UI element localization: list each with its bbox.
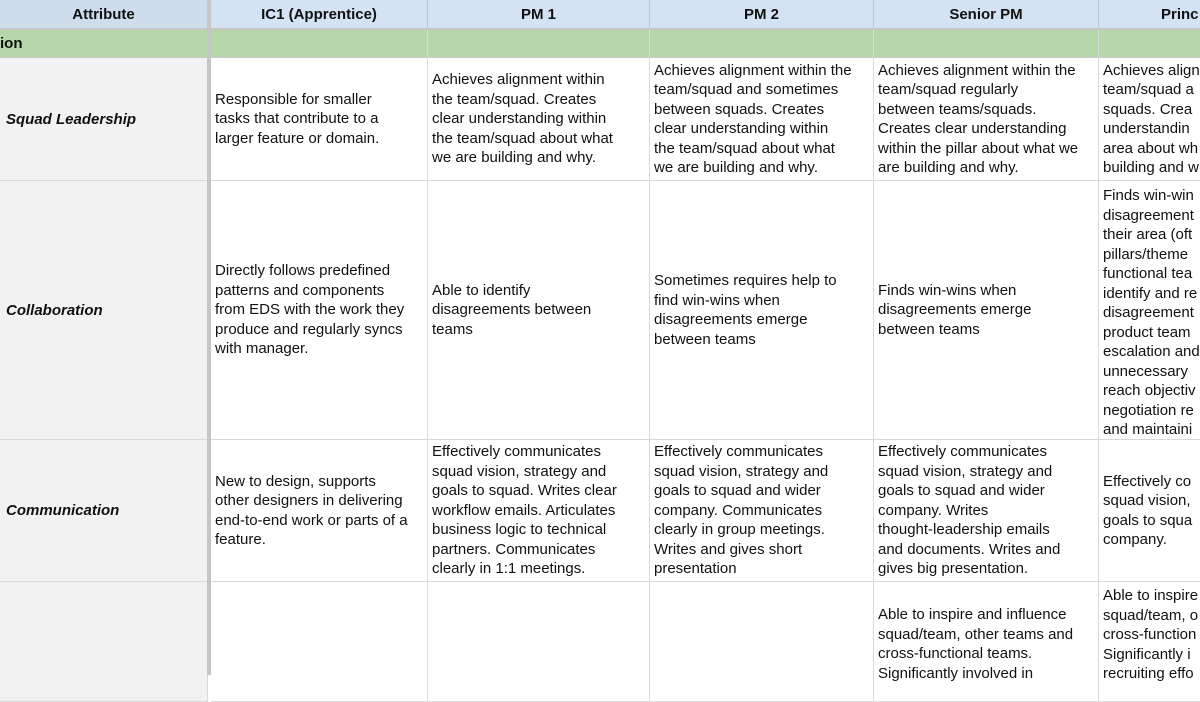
table-cell[interactable]: Achieves align team/squad a squads. Crea understandin area about wh building and w xyxy=(1099,58,1200,181)
attribute-label: Communication xyxy=(6,502,120,519)
table-cell[interactable]: Effectively communicates squad vision, strategy and goals to squad. Writes clear workflow emails. Articulates business logic to technical partners. Communicates clearly in 1:1 meetings. xyxy=(428,440,650,582)
table-cell[interactable]: Able to inspire and influence squad/team, other teams and cross-functional teams. Significantly involved in xyxy=(874,582,1099,702)
table-cell[interactable]: Finds win-win disagreement their area (oft pillars/theme functional tea identify and re disagreement product team escalation and unnecessary reach objectiv negotiation re and maintaini xyxy=(1099,181,1200,440)
header-label: Senior PM xyxy=(949,5,1023,23)
section-cell[interactable] xyxy=(1099,30,1200,58)
frozen-column-divider[interactable] xyxy=(207,0,211,675)
section-header[interactable] xyxy=(0,30,208,58)
header-label: Attribute xyxy=(72,5,135,23)
table-cell[interactable]: Achieves alignment within the team/squad regularly between teams/squads. Creates clear understanding within the pillar about what we are building and why. xyxy=(874,58,1099,181)
table-cell[interactable]: Effectively communicates squad vision, strategy and goals to squad and wider company. Writes thought-leadership emails and documents. Writes and gives big presentation. xyxy=(874,440,1099,582)
attribute-cell-squad-leadership[interactable] xyxy=(0,58,208,181)
attribute-label: Squad Leadership xyxy=(6,110,137,128)
frozen-row-divider[interactable] xyxy=(0,28,1200,30)
attribute-cell-collaboration[interactable] xyxy=(0,181,208,440)
table-cell[interactable]: Effectively co squad vision, goals to squa company. xyxy=(1099,440,1200,582)
section-cell[interactable] xyxy=(874,30,1099,58)
table-cell[interactable]: Able to inspire squad/team, o cross-function Significantly i recruiting effo xyxy=(1099,582,1200,702)
table-cell[interactable]: Directly follows predefined patterns and components from EDS with the work they produce and regularly syncs with manager. xyxy=(211,181,428,440)
table-cell[interactable]: Effectively communicates squad vision, strategy and goals to squad and wider company. Communicates clearly in group meetings. Writes and gives short presentation xyxy=(650,440,874,582)
table-cell[interactable] xyxy=(428,582,650,702)
table-cell[interactable] xyxy=(650,582,874,702)
header-label: PM 1 xyxy=(520,5,556,23)
attribute-cell[interactable] xyxy=(0,582,208,702)
table-cell[interactable]: Able to identify disagreements between teams xyxy=(428,181,650,440)
table-cell[interactable]: Sometimes requires help to find win-wins when disagreements emerge between teams xyxy=(650,181,874,440)
section-label: ion xyxy=(0,35,23,52)
section-cell[interactable] xyxy=(211,30,428,58)
header-attribute[interactable] xyxy=(0,0,208,29)
table-cell[interactable] xyxy=(211,582,428,702)
header-ic1[interactable] xyxy=(211,0,428,29)
attribute-label: Collaboration xyxy=(6,301,103,319)
table-cell[interactable]: New to design, supports other designers in delivering end-to-end work or parts of a feature. xyxy=(211,440,428,582)
header-pm2[interactable] xyxy=(650,0,874,29)
header-label: PM 2 xyxy=(743,5,779,23)
table-cell[interactable]: Achieves alignment within the team/squad and sometimes between squads. Creates clear understanding within the team/squad about what we are building and why. xyxy=(650,58,874,181)
table-cell[interactable]: Achieves alignment within the team/squad. Creates clear understanding within the team/squad about what we are building and why. xyxy=(428,58,650,181)
attribute-cell-communication[interactable] xyxy=(0,440,208,582)
header-principal[interactable] xyxy=(1099,0,1200,29)
header-senior-pm[interactable] xyxy=(874,0,1099,29)
section-cell[interactable] xyxy=(428,30,650,58)
header-label: Princ xyxy=(1161,5,1199,23)
section-cell[interactable] xyxy=(650,30,874,58)
header-label: IC1 (Apprentice) xyxy=(261,5,377,23)
header-pm1[interactable] xyxy=(428,0,650,29)
table-cell[interactable]: Finds win-wins when disagreements emerge between teams xyxy=(874,181,1099,440)
table-cell[interactable]: Responsible for smaller tasks that contribute to a larger feature or domain. xyxy=(211,58,428,181)
